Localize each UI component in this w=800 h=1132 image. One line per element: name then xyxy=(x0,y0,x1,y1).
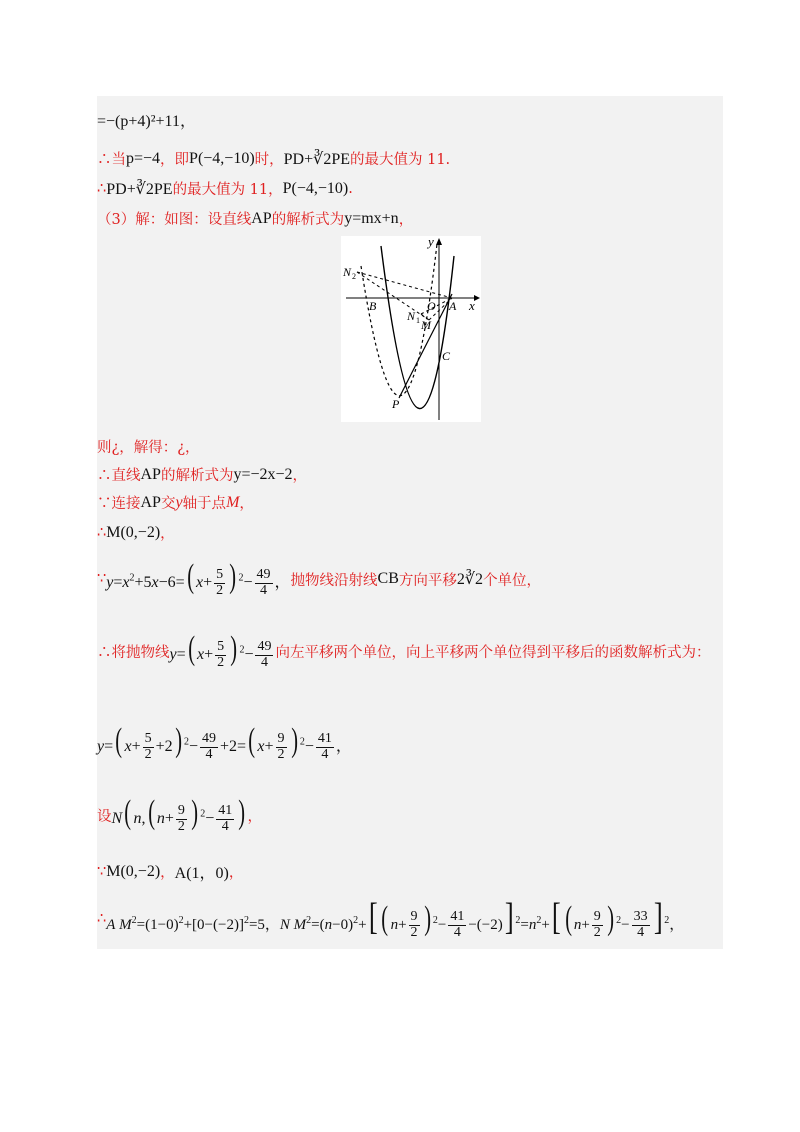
label-n2: N xyxy=(343,265,352,279)
text: ∴直线 xyxy=(97,468,141,484)
label-n1: N xyxy=(407,309,416,323)
text: （3）解：如图：设直线 xyxy=(97,212,252,228)
line-7 xyxy=(97,492,254,513)
label-m: M xyxy=(421,318,431,332)
text: 的最大值为 11. xyxy=(350,152,451,168)
text: 方向平移 xyxy=(398,572,457,589)
parabola-expr: y=( x+ $\frac{5}{2}$ ) $^2$− $\frac{49}{4}$ xyxy=(169,630,272,670)
text: 设 xyxy=(97,808,112,825)
line-3 xyxy=(97,178,353,199)
x-axis-arrow xyxy=(474,295,480,301)
math: P(−4,−10) xyxy=(189,149,255,167)
line-14 xyxy=(97,898,684,941)
math: M xyxy=(226,493,240,511)
text: ， xyxy=(398,212,414,228)
therefore-symbol: ∴ xyxy=(97,911,107,928)
math: M(0,−2) xyxy=(106,523,161,541)
text: ∵ xyxy=(97,863,107,880)
n2-m-line xyxy=(357,272,429,320)
label-a: A xyxy=(449,299,457,313)
math: PD+∛2PE xyxy=(283,150,350,168)
text: 时， xyxy=(254,152,284,168)
text: 抛物线沿射线 xyxy=(290,572,378,589)
math: A(1，0) xyxy=(174,865,229,882)
label-y: y xyxy=(428,236,434,249)
solution-sheet xyxy=(97,96,723,949)
text: 交 xyxy=(160,496,176,512)
text: ∴当 xyxy=(97,152,126,168)
line-2 xyxy=(97,148,450,169)
math: M(0,−2) xyxy=(106,862,161,880)
label-o: O xyxy=(427,299,436,313)
text: ， xyxy=(228,865,244,881)
line-8 xyxy=(97,522,175,543)
line-5 xyxy=(97,436,200,457)
label-c: C xyxy=(442,349,451,363)
line-1 xyxy=(97,108,196,131)
translated-parabola: y=( x+ $\frac{5}{2}$ +2) $^2$− $\frac{49}{4}$ +2=( x+ $\frac{9}{2}$ ) $^2$− $\frac{41}{4}$ ， xyxy=(97,722,352,762)
math: y=mx+n xyxy=(344,209,399,227)
text: 向左平移两个单位，向上平移两个单位得到平移后的函数解析式为： xyxy=(275,644,711,661)
text: 个单位， xyxy=(483,572,542,589)
text: ， xyxy=(292,468,308,484)
math: y=−2x−2 xyxy=(233,465,293,483)
text: ∴ xyxy=(97,524,107,541)
math: AP xyxy=(140,465,161,483)
label-p: P xyxy=(392,397,400,411)
math: 2∛2 xyxy=(456,571,484,589)
line-13 xyxy=(97,860,243,883)
shifted-parabola xyxy=(381,246,454,409)
parabola-figure xyxy=(341,236,481,422)
text: ， xyxy=(160,526,175,542)
line-10 xyxy=(97,632,710,671)
line-4 xyxy=(97,208,413,229)
math: AP xyxy=(251,209,272,227)
math: AP xyxy=(140,493,161,511)
n2-a-line xyxy=(357,272,452,298)
text: 的最大值为 11， xyxy=(172,182,283,198)
point-n-expr: N( n,( n+ $\frac{9}{2}$ ) $^2$− $\frac{41}{4}$ ) xyxy=(111,794,246,834)
text: ∵连接 xyxy=(97,496,141,512)
math: PD+∛2PE xyxy=(106,180,173,198)
text: 则¿，解得：¿， xyxy=(97,440,200,456)
text: ∴将抛物线 xyxy=(97,644,170,661)
line-9 xyxy=(97,560,541,599)
math: CB xyxy=(377,570,399,588)
math: P(−4,−10) xyxy=(282,179,349,197)
parabola-vertex-form: $y=x^2+5x-6=$( x+ $\frac{5}{2}$ ) $^2$− $\frac{49}{4}$ ， xyxy=(106,558,291,598)
expr-1: =−(p+4)²+11， xyxy=(97,113,196,130)
text: ， xyxy=(160,865,175,881)
text: ， xyxy=(247,808,263,825)
text: ∴ xyxy=(97,180,107,197)
math: p=−4 xyxy=(126,149,161,167)
label-b: B xyxy=(369,299,377,313)
text: . xyxy=(348,180,353,197)
line-11 xyxy=(97,724,352,763)
label-n1-sub: 1 xyxy=(416,316,420,325)
y-axis-arrow xyxy=(436,238,442,245)
line-12 xyxy=(97,796,262,835)
text: ，即 xyxy=(160,152,190,168)
distance-expr: A $M^2=(1-0)^2+[0-(-2)]^2=5$，N $M^2=(n-0)^2+$[ ( n+ $\frac{9}{2}$ ) $^2$− $\frac{41}{4}$ −(−2)] $^2=n^2+$[ ( n+ $\frac{9}{2}$ ) $^2$− $\frac{33}{4}$ ] $^2$， xyxy=(106,896,685,941)
label-n2-sub: 2 xyxy=(352,272,356,281)
text: ， xyxy=(239,496,254,512)
label-x: x xyxy=(469,298,475,313)
text: 的解析式为 xyxy=(160,468,234,484)
text: 轴于点 xyxy=(182,496,227,512)
because-symbol: ∵ xyxy=(97,571,107,588)
text: 的解析式为 xyxy=(271,212,345,228)
figure-svg xyxy=(341,236,481,422)
math: y xyxy=(175,493,183,511)
line-6 xyxy=(97,464,307,485)
